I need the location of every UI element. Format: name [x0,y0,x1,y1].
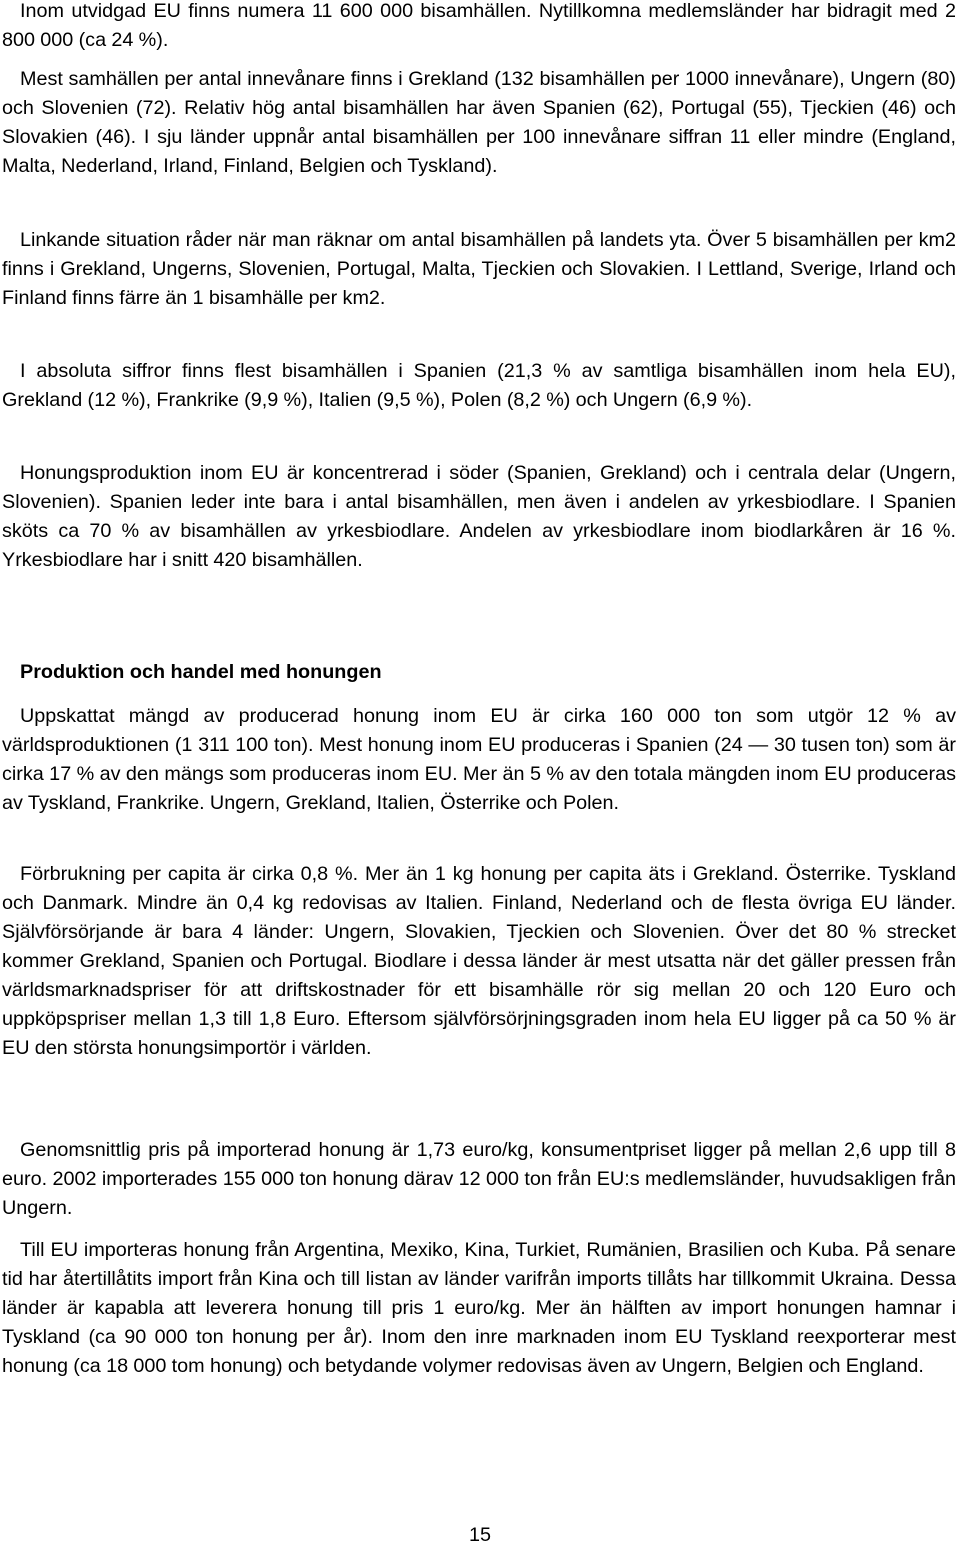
page-number: 15 [468,1524,491,1546]
paragraph: Inom utvidgad EU finns numera 11 600 000 bisamhällen. Nytillkomna medlemsländer har bidragit med 2 800 000 (ca 24 %). [2,0,956,51]
paragraph-9-block [2,1236,956,1381]
paragraph: Mest samhällen per antal innevånare finns i Grekland (132 bisamhällen per 1000 innevånare), Ungern (80) och Slovenien (72). Relativ hög antal bisamhällen har även Spanien (62), Portugal (55), Tjeckien (46) och Slovakien (46). I sju länder uppnår antal bisamhällen per 100 innevånare siffran 11 eller mindre (England, Malta, Nederland, Irland, Finland, Belgien och Tyskland). [2,68,956,177]
paragraph: Förbrukning per capita är cirka 0,8 %. Mer än 1 kg honung per capita äts i Grekland. Österrike. Tyskland och Danmark. Mindre än 0,4 kg redovisas av Italien. Finland, Nederland och de flesta övriga EU länder. Självförsörjande är bara 4 länder: Ungern, Slovakien, Tjeckien och Slovenien. Över det 80 % strecket kommer Grekland, Spanien och Portugal. Biodlare i dessa länder är mest utsatta när det gäller pressen från världsmarknadspriser för att driftskostnader för ett bisamhälle rör sig mellan 20 och 120 Euro och uppköpspriser mellan 1,3 till 1,8 Euro. Eftersom självförsörjningsgraden inom hela EU ligger på ca 50 % är EU den största honungsimportör i världen. [2,863,956,1059]
paragraph-6-block [2,702,956,818]
paragraph-8-block [2,1136,956,1223]
paragraph-5-block [2,459,956,575]
paragraph: Genomsnittlig pris på importerad honung är 1,73 euro/kg, konsumentpriset ligger på mellan 2,6 upp till 8 euro. 2002 importerades 155 000 ton honung därav 12 000 ton från EU:s medlemsländer, huvudsakligen från Ungern. [2,1139,956,1219]
paragraph: I absoluta siffror finns flest bisamhällen i Spanien (21,3 % av samtliga bisamhällen inom hela EU), Grekland (12 %), Frankrike (9,9 %), Italien (9,5 %), Polen (8,2 %) och Ungern (6,9 %). [2,360,956,411]
paragraph-1-block [2,0,956,55]
paragraph: Till EU importeras honung från Argentina, Mexiko, Kina, Turkiet, Rumänien, Brasilien och Kuba. På senare tid har återtillåtits import från Kina och till listan av länder varifrån imports tillåts har tillkommit Ukraina. Dessa länder är kapabla att leverera honung till pris 1 euro/kg. Mer än hälften av import honungen hamnar i Tyskland (ca 90 000 ton honung per år). Inom den inre marknaden inom EU Tyskland reexporterar mest honung (ca 18 000 tom honung) och betydande volymer redovisas även av Ungern, Belgien och England. [2,1239,956,1377]
paragraph: Linkande situation råder när man räknar om antal bisamhällen på landets yta. Över 5 bisamhällen per km2 finns i Grekland, Ungerns, Slovenien, Portugal, Malta, Tjeckien och Slovakien. I Lettland, Sverige, Irland och Finland finns färre än 1 bisamhälle per km2. [2,229,956,309]
paragraph: Uppskattat mängd av producerad honung inom EU är cirka 160 000 ton som utgör 12 % av världsproduktionen (1 311 100 ton). Mest honung inom EU produceras i Spanien (24 — 30 tusen ton) som är cirka 17 % av den mängs som produceras inom EU. Mer än 5 % av den totala mängden inom EU produceras av Tyskland, Frankrike. Ungern, Grekland, Italien, Österrike och Polen. [2,705,956,814]
paragraph-4-block [2,357,956,415]
paragraph-3-block [2,226,956,313]
paragraph: Honungsproduktion inom EU är koncentrerad i söder (Spanien, Grekland) och i centrala delar (Ungern, Slovenien). Spanien leder inte bara i antal bisamhällen, men även i andelen av yrkesbiodlare. I Spanien sköts ca 70 % av bisamhällen av yrkesbiodlare. Andelen av yrkesbiodlare inom biodlarkåren är 16 %. Yrkesbiodlare har i snitt 420 bisamhällen. [2,462,956,571]
paragraph-2-block [2,65,956,181]
section-heading: Produktion och handel med honungen [20,661,382,683]
paragraph-7-block [2,860,956,1063]
